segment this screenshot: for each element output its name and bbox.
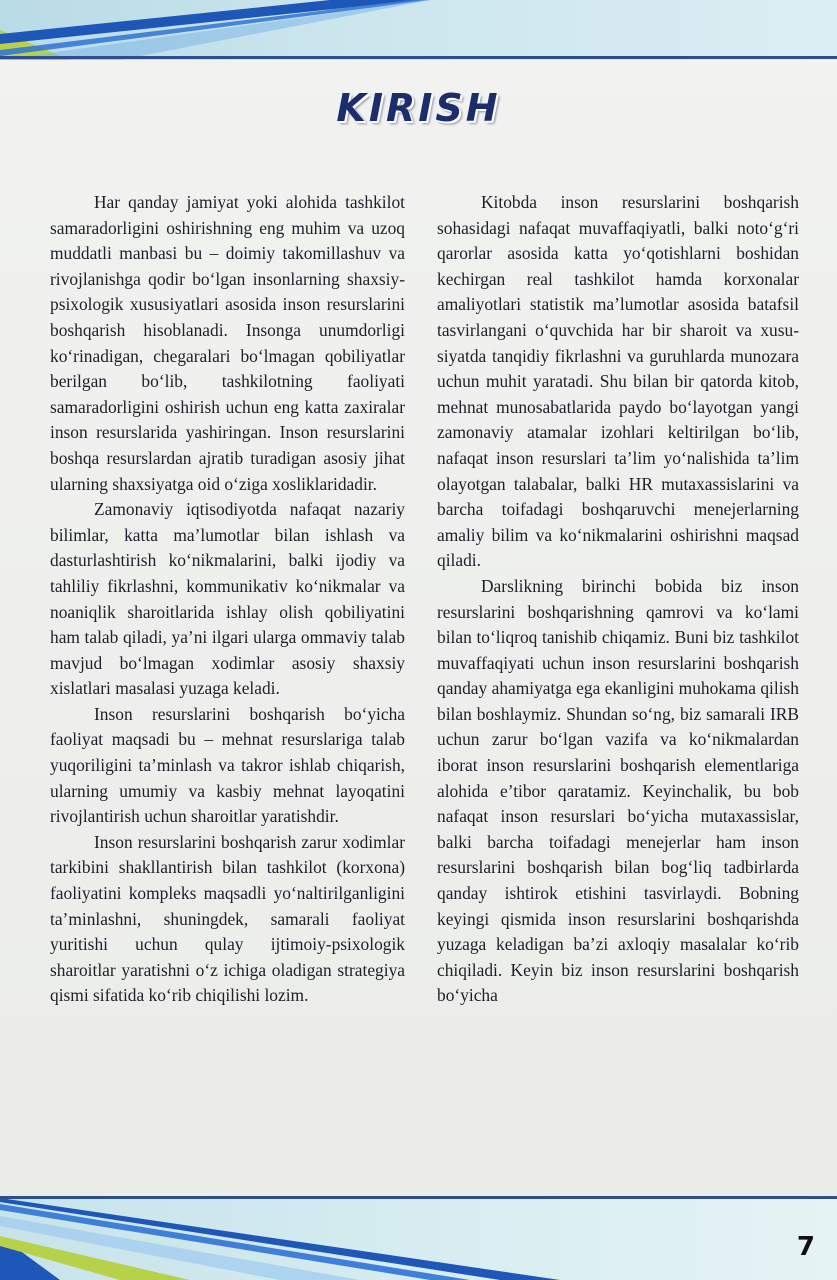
paragraph: Har qanday jamiyat yoki alohida tashkilot samaradorligini oshirishning eng muhim va uzoq muddatli manbasi bu – doimiy takomillashuv va rivojlanishga qodir bo‘lgan insonlarning shaxsiy-psixologik xususiyatlari asosida inson resurslarini boshqarish hisoblanadi. Insonga unumdorligi ko‘rinadigan, chegaralari bo‘lmagan qobiliyatlar berilgan bo‘lib, tashkilotning faoliyati samaradorligini oshirish uchun eng katta zaxiralar inson resurslarida yashiringan. Inson resurslarini boshqa resurslardan ajratib turadigan asosiy jihat ularning shaxsiyatga oid o‘ziga xosliklaridadir. — [50, 192, 405, 494]
top-rule — [0, 56, 837, 59]
left-column — [50, 190, 405, 1009]
paragraph: Darslikning birinchi bobida biz inson resurslarini boshqarishning qamrovi va ko‘lami bilan to‘liqroq tanishib chiqamiz. Buni biz tashkilot muvaffaqiyati uchun inson resurslarini boshqarish qanday ahamiyatga ega ekanligini muhokama qilish bilan boshlaymiz. Shundan so‘ng, biz samarali IRB uchun zarur bo‘lgan vazifa va ko‘nikmalardan iborat inson resurslarini boshqarish elementlariga alohida e’tibor qaratamiz. Keyinchalik, bu bob nafaqat inson resurslari bo‘yicha mutaxassislar, balki barcha toifadagi menejerlar ham inson resurslarini boshqarish bilan bog‘liq tadbirlarda qanday ishtirok etishini tasvirlaydi. Bobning keyingi qismida inson resurslarini boshqarishda yuzaga keladigan ba’zi axloqiy masalalar ko‘rib chiqiladi. Keyin biz inson resurslarini boshqarish bo‘yicha — [437, 575, 799, 1006]
paragraph: Zamonaviy iqtisodiyotda nafaqat nazariy bilimlar, katta ma’lumotlar bilan ishlash va dasturlashtirish ko‘nikmalarini, balki ijodiy va tahliliy fikrlashni, kommunikativ ko‘nikmalar va noaniqlik sharoitlarida ishlay olish qobiliyatini ham talab qiladi, ya’ni ilgari ularga ommaviy talab mavjud bo‘lmagan xodimlar asosiy shaxsiy xislatlari masalasi yuzaga keladi. — [50, 499, 405, 699]
paragraph: Inson resurslarini boshqarish bo‘yicha faoliyat maqsadi bu – mehnat resurslariga talab yuqoriligini ta’minlash va takror ishlab chiqarish, ularning umumiy va kasbiy mehnat layoqatini rivojlantirish uchun sharoitlar yaratishdir. — [50, 703, 405, 827]
bottom-band-graphic — [0, 1196, 837, 1280]
top-band-graphic — [0, 0, 837, 60]
bottom-decorative-band — [0, 1196, 837, 1280]
top-decorative-band — [0, 0, 837, 60]
page-number: 7 — [796, 1232, 815, 1262]
right-column — [437, 190, 799, 1009]
page-title: KIRISH — [336, 86, 501, 130]
bottom-rule — [0, 1196, 837, 1199]
paragraph: Kitobda inson resurslarini boshqarish sohasidagi nafaqat muvaffaqiyatli, balki noto‘g‘ri qarorlar asosida katta yo‘qotishlarni boshidan kechirgan real tashkilot hamda korxonalar amaliyotlari statistik ma’lumotlar asosida batafsil tasvirlangani o‘quvchida har bir sharoit va xususiyatda tanqidiy fikrlashni va guruhlarda munozara uchun muhit yaratadi. Shu bilan bir qatorda kitob, mehnat munosabatlarida paydo bo‘layotgan yangi zamonaviy atamalar izohlari keltirilgan bo‘lib, nafaqat inson resurslari ta’lim yo‘nalishida ta’lim olayotgan talabalar, balki HR mutaxassislarini va barcha toifadagi boshqaruvchi menejerlarning amaliy bilim va ko‘nikmalarini oshirishni maqsad qiladi. — [437, 192, 799, 571]
paragraph: Inson resurslarini boshqarish zarur xodimlar tarkibini shakllantirish bilan tashkilot (korxona) faoliyatini kompleks maqsadli yo‘naltirilganligini ta’minlashni, shuningdek, samarali faoliyat yuritishi uchun qulay ijtimoiy-psixologik sharoitlar yaratishni o‘z ichiga oladigan strategiya qismi sifatida ko‘rib chiqilishi lozim. — [50, 831, 405, 1006]
